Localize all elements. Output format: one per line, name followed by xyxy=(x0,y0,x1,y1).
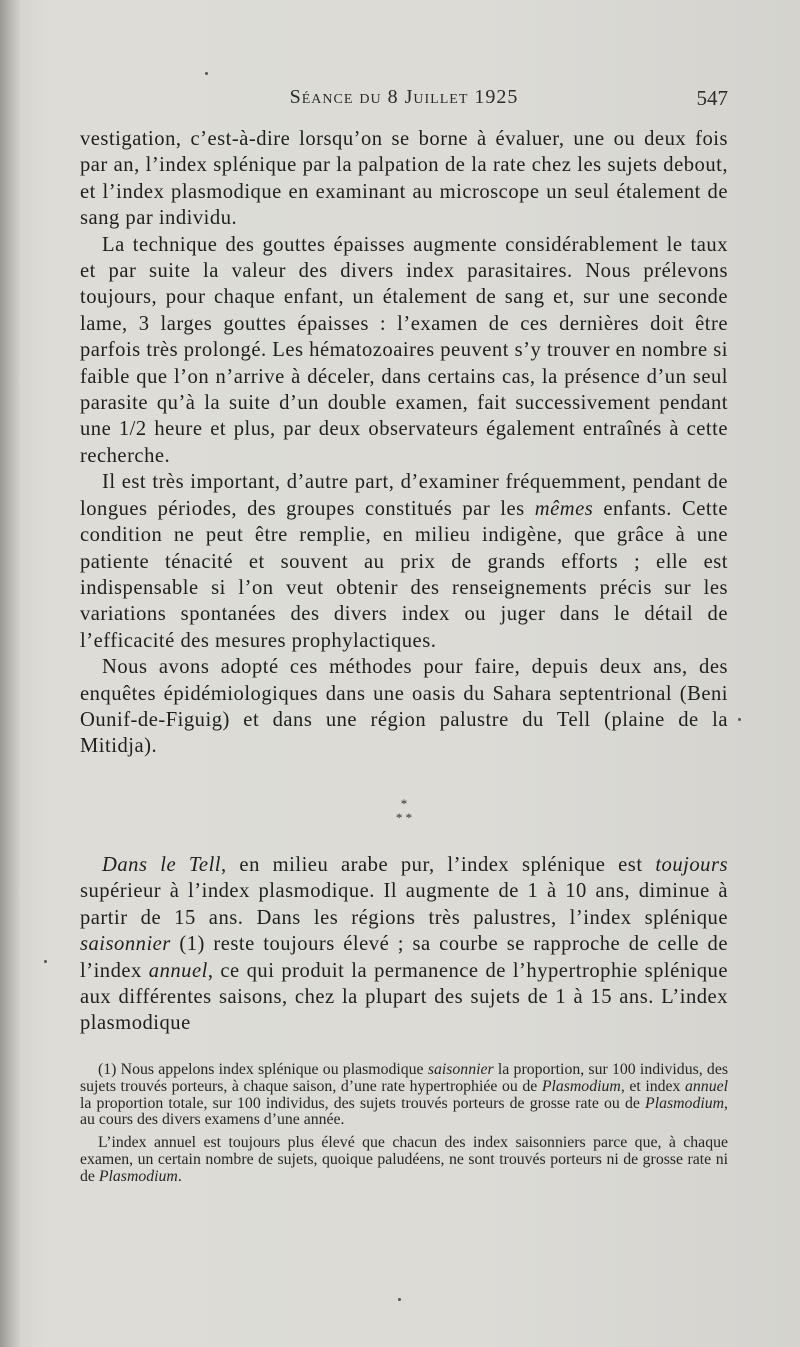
asterism-top: * xyxy=(400,796,408,811)
paper-speck xyxy=(398,1298,401,1301)
text-run: , et index xyxy=(620,1077,685,1095)
asterism-bottom: * * xyxy=(395,810,413,825)
binding-edge xyxy=(0,0,20,1347)
text-run: , en milieu arabe pur, l’index splénique est xyxy=(221,854,656,876)
section-text xyxy=(80,852,728,1037)
footnote xyxy=(80,1062,728,1129)
footnotes xyxy=(80,1062,728,1186)
italic-text: Plasmodium xyxy=(645,1094,725,1112)
text-run: enfants. Cette condition ne peut être remplie, en milieu indigène, que grâce à une patiente ténacité et souvent au prix de grands efforts ; elle est indispensable si l’on veut obtenir des renseignements précis sur les variations spontanées des divers index ou juger dans le détail de l’efficacité des mesures prophylactiques. xyxy=(80,497,728,652)
paper-speck xyxy=(44,960,47,963)
paper-speck xyxy=(205,72,208,75)
paper-speck xyxy=(738,718,741,721)
page-number: 547 xyxy=(696,86,728,110)
italic-text: saisonnier xyxy=(80,933,171,956)
text-run: vestigation, c’est-à-dire lorsqu’on se borne à évaluer, une ou deux fois par an, l’index splénique par la palpation de la rate chez les sujets debout, et l’index plasmodique en examinant au microscope un seul étalement de sang par individu. xyxy=(80,128,728,230)
text-run: Il est très important, d’autre part, d’examiner fréquemment, pendant de longues périodes, des groupes constitués par les xyxy=(80,471,728,520)
italic-text: annuel xyxy=(148,959,208,982)
text-run: Nous avons adopté ces méthodes pour faire, depuis deux ans, des enquêtes épidémiologiques dans une oasis du Sahara septentrional (Beni Ounif-de-Figuig) et dans une région palustre du Tell (plaine de la Mitidja). xyxy=(80,656,728,758)
page-header xyxy=(80,86,728,116)
italic-text: Plasmodium xyxy=(541,1077,621,1095)
italic-text: annuel xyxy=(685,1077,728,1095)
paragraph xyxy=(80,654,728,760)
text-run: supérieur à l’index plasmodique. Il augmente de 1 à 10 ans, diminue à partir de 15 ans. Dans les régions très palustres, l’index splénique xyxy=(80,880,728,929)
paragraph xyxy=(80,469,728,654)
text-run: La technique des gouttes épaisses augmente considérablement le taux et par suite la valeur des divers index parasitaires. Nous prélevons toujours, pour chaque enfant, un étalement de sang et, sur une seconde lame, 3 larges gouttes épaisses : l’examen de ces dernières doit être parfois très prolongé. Les hématozoaires peuvent s’y trouver en nombre si faible que l’on n’arrive à déceler, dans certains cas, la présence d’un seul parasite qu’à la suite d’un double examen, fait successivement pendant une 1/2 heure et plus, par deux observateurs également entraînés à cette recherche. xyxy=(80,233,728,467)
text-run: la proportion totale, sur 100 individus, des sujets trouvés porteurs de grosse rate ou de xyxy=(80,1094,646,1112)
text-run: (1) reste toujours élevé ; sa courbe se rapproche de celle de l’index xyxy=(80,933,728,982)
footnote xyxy=(80,1135,728,1185)
text-run: , ce qui produit la permanence de l’hypertrophie splénique aux différentes saisons, chez la plupart des sujets de 1 à 15 ans. L’index plasmodique xyxy=(80,959,728,1035)
text-run: , au cours des divers examens d’une année. xyxy=(80,1094,728,1129)
text-run: (1) Nous appelons index splénique ou plasmodique xyxy=(98,1061,428,1078)
section-separator xyxy=(80,797,728,825)
text-run: la proportion, sur 100 individus, des sujets trouvés porteurs, à chaque saison, d’une rate hypertrophiée ou de xyxy=(80,1061,728,1095)
paragraph xyxy=(80,126,728,232)
main-text xyxy=(80,126,728,760)
running-head: Séance du 8 Juillet 1925 xyxy=(289,86,519,108)
italic-text: Dans le Tell xyxy=(102,854,222,876)
italic-text: saisonnier xyxy=(427,1061,494,1078)
italic-text: mêmes xyxy=(534,497,594,520)
text-run: . xyxy=(177,1167,182,1185)
italic-text: toujours xyxy=(655,854,728,876)
section-paragraph xyxy=(80,852,728,1037)
italic-text: Plasmodium xyxy=(98,1167,178,1185)
text-run: L’index annuel est toujours plus élevé que chacun des index saisonniers parce que, à chaque examen, un certain nombre de sujets, quoique paludéens, ne sont trouvés porteurs ni de grosse rate ni de xyxy=(80,1134,728,1185)
paragraph xyxy=(80,232,728,470)
